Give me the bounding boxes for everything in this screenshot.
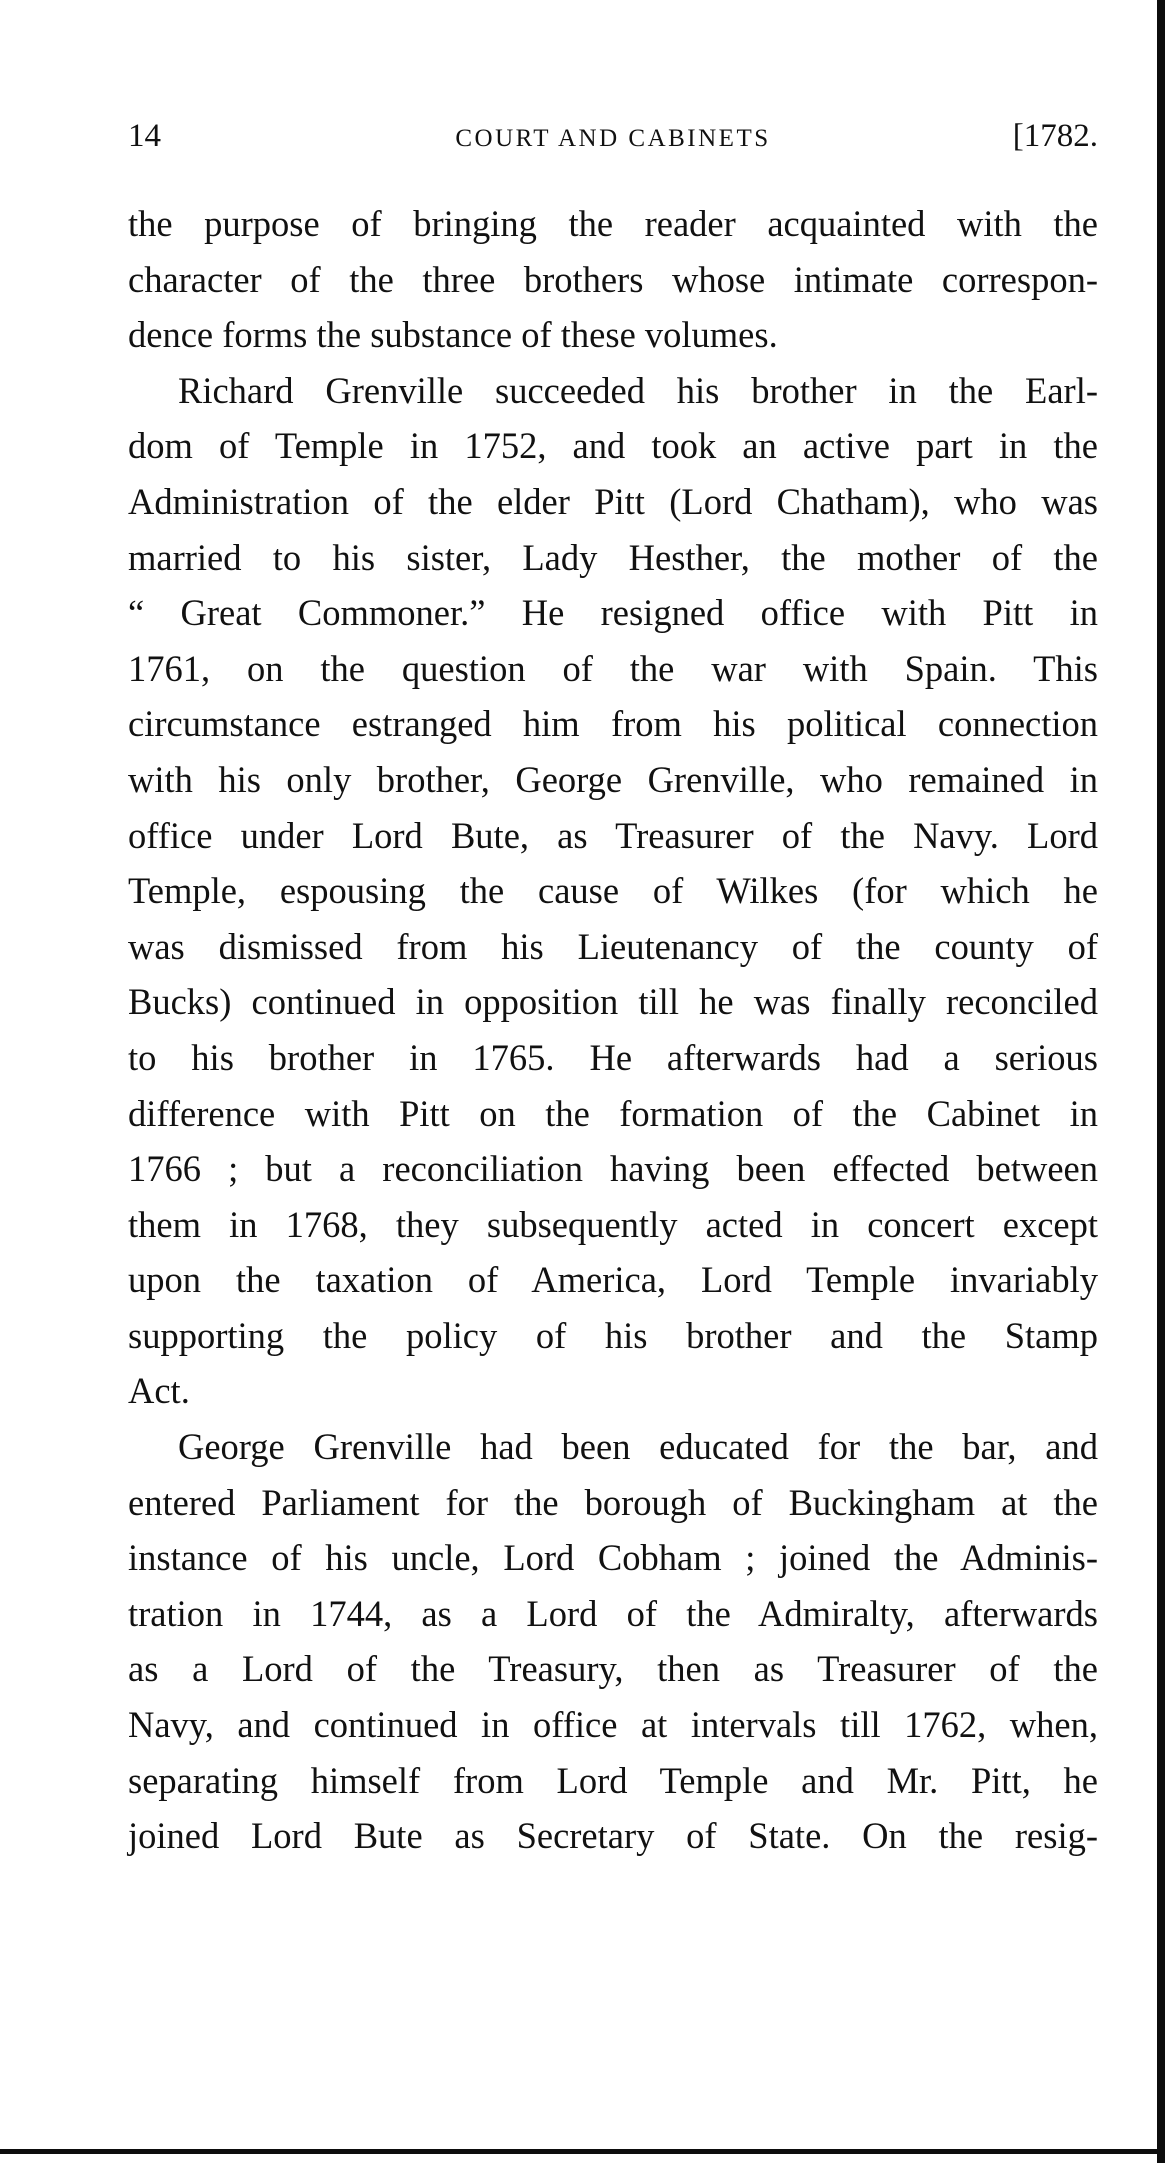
paragraph — [128, 1419, 1098, 1864]
text-line: circumstance estranged him from his political connection — [128, 703, 1098, 745]
text-line: to his brother in 1765. He afterwards had a serious — [128, 1036, 1098, 1078]
text-line: separating himself from Lord Temple and Mr. Pitt, he — [128, 1759, 1098, 1801]
text-line: 1766 ; but a reconciliation having been effected between — [128, 1148, 1098, 1190]
text-line: Navy, and continued in office at intervals till 1762, when, — [128, 1704, 1098, 1746]
text-line: Act. — [128, 1370, 190, 1412]
running-title: COURT AND CABINETS — [455, 125, 771, 152]
text-line: them in 1768, they subsequently acted in concert except — [128, 1203, 1098, 1245]
running-header — [128, 118, 1098, 168]
text-line: difference with Pitt on the formation of the Cabinet in — [128, 1092, 1098, 1134]
text-line: dom of Temple in 1752, and took an active part in the — [128, 425, 1098, 467]
text-line: “ Great Commoner.” He resigned office with Pitt in — [128, 592, 1098, 634]
text-line: Administration of the elder Pitt (Lord Chatham), who was — [128, 480, 1098, 522]
text-line: as a Lord of the Treasury, then as Treasurer of the — [128, 1648, 1098, 1690]
text-line: dence forms the substance of these volumes. — [128, 314, 778, 356]
paragraph — [128, 363, 1098, 1419]
page-edge-bottom — [0, 2149, 1165, 2154]
text-line: married to his sister, Lady Hesther, the mother of the — [128, 536, 1098, 578]
text-line: 1761, on the question of the war with Spain. This — [128, 647, 1098, 689]
text-line: character of the three brothers whose intimate correspon- — [128, 258, 1098, 300]
text-line: instance of his uncle, Lord Cobham ; joined the Adminis- — [128, 1537, 1098, 1579]
text-line: Richard Grenville succeeded his brother in the Earl- — [178, 369, 1098, 411]
text-line: with his only brother, George Grenville, who remained in — [128, 758, 1098, 800]
text-line: office under Lord Bute, as Treasurer of the Navy. Lord — [128, 814, 1098, 856]
paragraph — [128, 196, 1098, 363]
page-number: 14 — [128, 118, 161, 154]
page-edge-right — [1157, 0, 1165, 2163]
text-line: joined Lord Bute as Secretary of State. On the resig- — [128, 1815, 1098, 1857]
text-line: supporting the policy of his brother and the Stamp — [128, 1314, 1098, 1356]
header-year: [1782. — [1012, 118, 1098, 154]
text-line: entered Parliament for the borough of Buckingham at the — [128, 1481, 1098, 1523]
text-line: George Grenville had been educated for the bar, and — [178, 1426, 1098, 1468]
text-line: Bucks) continued in opposition till he was finally reconciled — [128, 981, 1098, 1023]
text-line: was dismissed from his Lieutenancy of the county of — [128, 925, 1098, 967]
text-line: the purpose of bringing the reader acquainted with the — [128, 203, 1098, 244]
body-text — [128, 196, 1098, 1864]
text-line: Temple, espousing the cause of Wilkes (for which he — [128, 870, 1098, 912]
text-line: tration in 1744, as a Lord of the Admiralty, afterwards — [128, 1592, 1098, 1634]
text-line: upon the taxation of America, Lord Temple invariably — [128, 1259, 1098, 1301]
